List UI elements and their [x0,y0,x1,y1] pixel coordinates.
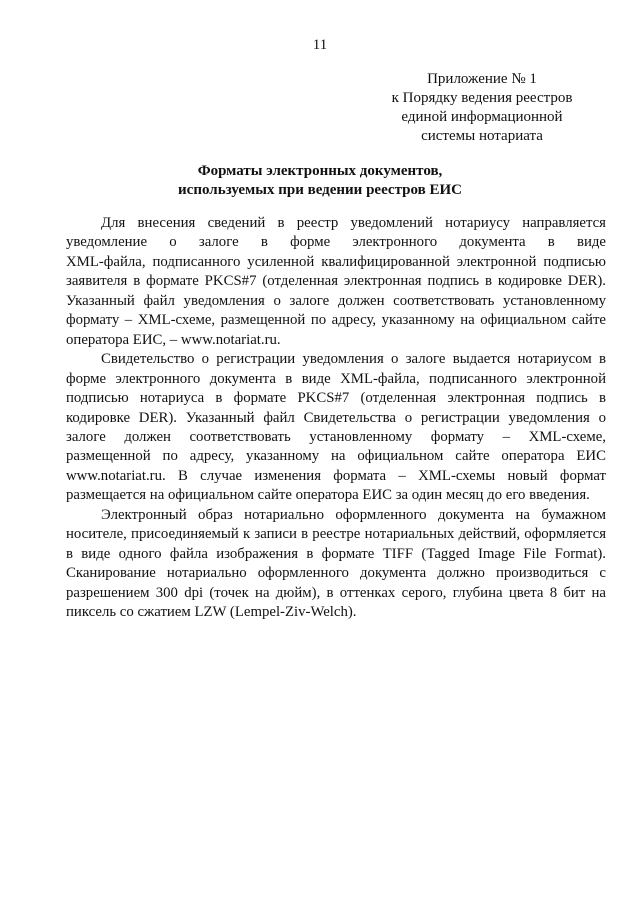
appendix-line: единой информационной [401,109,563,125]
text-line: XML-файла, подписанного усиленной квалифицированной электронной подписью [66,253,606,270]
text-line: Сканирование нотариально оформленного документа должно производиться с [66,565,606,582]
appendix-note [362,70,602,146]
text-line: кодировке DER). Указанный файл Свидетельства о регистрации уведомления о [66,409,606,426]
text-line: оператора ЕИС, – www.notariat.ru. [66,331,281,348]
paragraph-certificate [66,350,606,506]
text-line: www.notariat.ru. В случае изменения формата – XML-схемы новый формат [66,467,606,484]
text-line: залоге должен соответствовать установленному формату – XML-схеме, [66,428,606,445]
text-line: в виде одного файла изображения в формате TIFF (Tagged Image File Format). [66,545,606,562]
text-line: Электронный образ нотариально оформленного документа на бумажном [101,506,606,523]
page-number: 11 [312,37,328,53]
text-line: размещается на официальном сайте оператора ЕИС за один месяц до его введения. [66,487,590,504]
document-title [0,162,640,200]
appendix-line: к Порядку ведения реестров [391,90,573,106]
text-line: формату – XML-схеме, размещенной по адресу, указанному на официальном сайте [66,312,606,329]
text-line: форме электронного документа в виде XML-файла, подписанного электронной [66,370,606,387]
title-line: Форматы электронных документов, [197,163,443,179]
appendix-line: Приложение № 1 [427,71,537,87]
text-line: пиксель со сжатием LZW (Lempel-Ziv-Welch). [66,604,357,621]
title-line: используемых при ведении реестров ЕИС [178,182,462,198]
text-line: Свидетельство о регистрации уведомления о залоге выдается нотариусом в [101,351,606,368]
paragraph-notification [66,214,606,350]
text-line: разрешением 300 dpi (точек на дюйм), в оттенках серого, глубина цвета 8 бит на [66,584,606,601]
text-line: Для внесения сведений в реестр уведомлений нотариусу направляется [101,215,606,231]
appendix-line: системы нотариата [421,128,543,144]
text-line: подписью нотариуса в формате PKCS#7 (отделенная электронная подпись в [66,390,606,407]
text-line: размещенной по адресу, указанному на официальном сайте оператора ЕИС [66,448,606,465]
paragraph-electronic-image [66,506,606,623]
text-line: заявителя в формате PKCS#7 (отделенная электронная подпись в кодировке DER). [66,273,606,290]
document-body [66,214,606,623]
text-line: уведомление о залоге в форме электронного документа в виде [66,234,606,251]
text-line: Указанный файл уведомления о залоге должен соответствовать установленному [66,292,606,309]
text-line: носителе, присоединяемый к записи в реестре нотариальных действий, оформляется [66,526,606,543]
